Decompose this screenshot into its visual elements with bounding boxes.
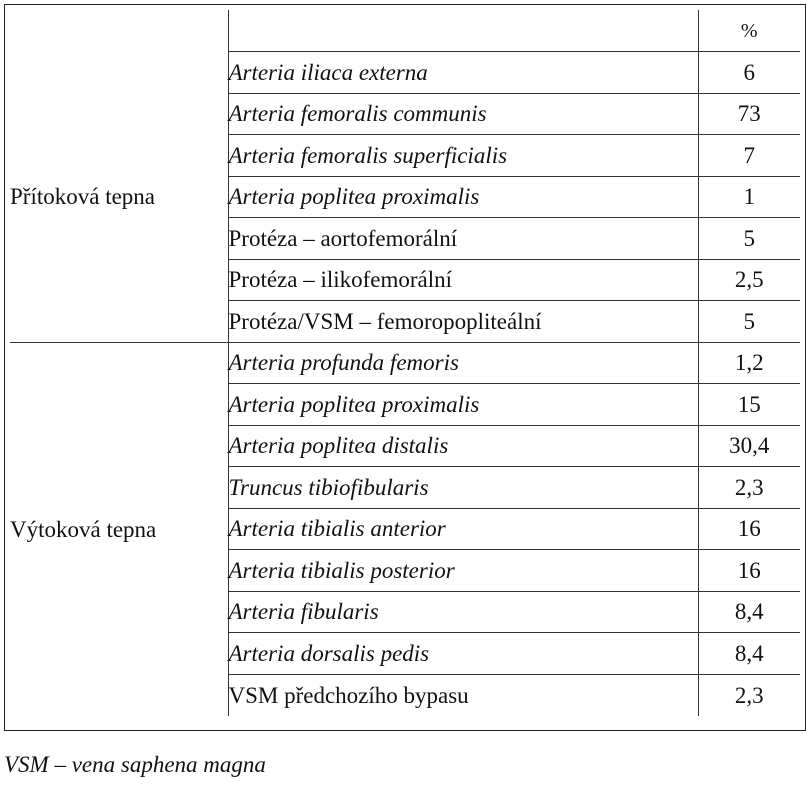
- row-value: 1,2: [698, 342, 800, 384]
- row-label: VSM předchozího bypasu: [228, 674, 698, 716]
- row-label: Truncus tibiofibularis: [228, 467, 698, 509]
- percent-header: %: [698, 10, 800, 52]
- row-value: 5: [698, 301, 800, 343]
- table-header-row: [10, 10, 800, 52]
- row-value: 6: [698, 52, 800, 94]
- header-blank: [10, 10, 228, 52]
- footnote: VSM – vena saphena magna: [4, 752, 266, 777]
- row-value: 8,4: [698, 591, 800, 633]
- row-label: Protéza – aortofemorální: [228, 218, 698, 260]
- row-label: Arteria femoralis superficialis: [228, 135, 698, 177]
- row-value: 2,5: [698, 259, 800, 301]
- row-value: 5: [698, 218, 800, 260]
- row-value: 15: [698, 384, 800, 426]
- header-blank-label: [228, 10, 698, 52]
- row-label: Arteria tibialis posterior: [228, 550, 698, 592]
- artery-table: [10, 10, 800, 716]
- row-label: Arteria poplitea proximalis: [228, 176, 698, 218]
- row-label: Arteria iliaca externa: [228, 52, 698, 94]
- row-label: Protéza – ilikofemorální: [228, 259, 698, 301]
- row-label: Arteria fibularis: [228, 591, 698, 633]
- row-label: Arteria profunda femoris: [228, 342, 698, 384]
- row-label: Arteria dorsalis pedis: [228, 633, 698, 675]
- group-label: Přítoková tepna: [10, 184, 155, 209]
- row-value: 2,3: [698, 674, 800, 716]
- row-value: 2,3: [698, 467, 800, 509]
- row-value: 30,4: [698, 425, 800, 467]
- row-value: 8,4: [698, 633, 800, 675]
- row-value: 1: [698, 176, 800, 218]
- group-label: Výtoková tepna: [10, 342, 228, 716]
- table-row: [10, 52, 800, 94]
- table-row: [10, 342, 800, 384]
- row-label: Protéza/VSM – femoropopliteální: [228, 301, 698, 343]
- row-label: Arteria femoralis communis: [228, 93, 698, 135]
- row-value: 16: [698, 550, 800, 592]
- row-value: 7: [698, 135, 800, 177]
- row-label: Arteria poplitea distalis: [228, 425, 698, 467]
- row-label: Arteria poplitea proximalis: [228, 384, 698, 426]
- row-label: Arteria tibialis anterior: [228, 508, 698, 550]
- row-value: 73: [698, 93, 800, 135]
- row-value: 16: [698, 508, 800, 550]
